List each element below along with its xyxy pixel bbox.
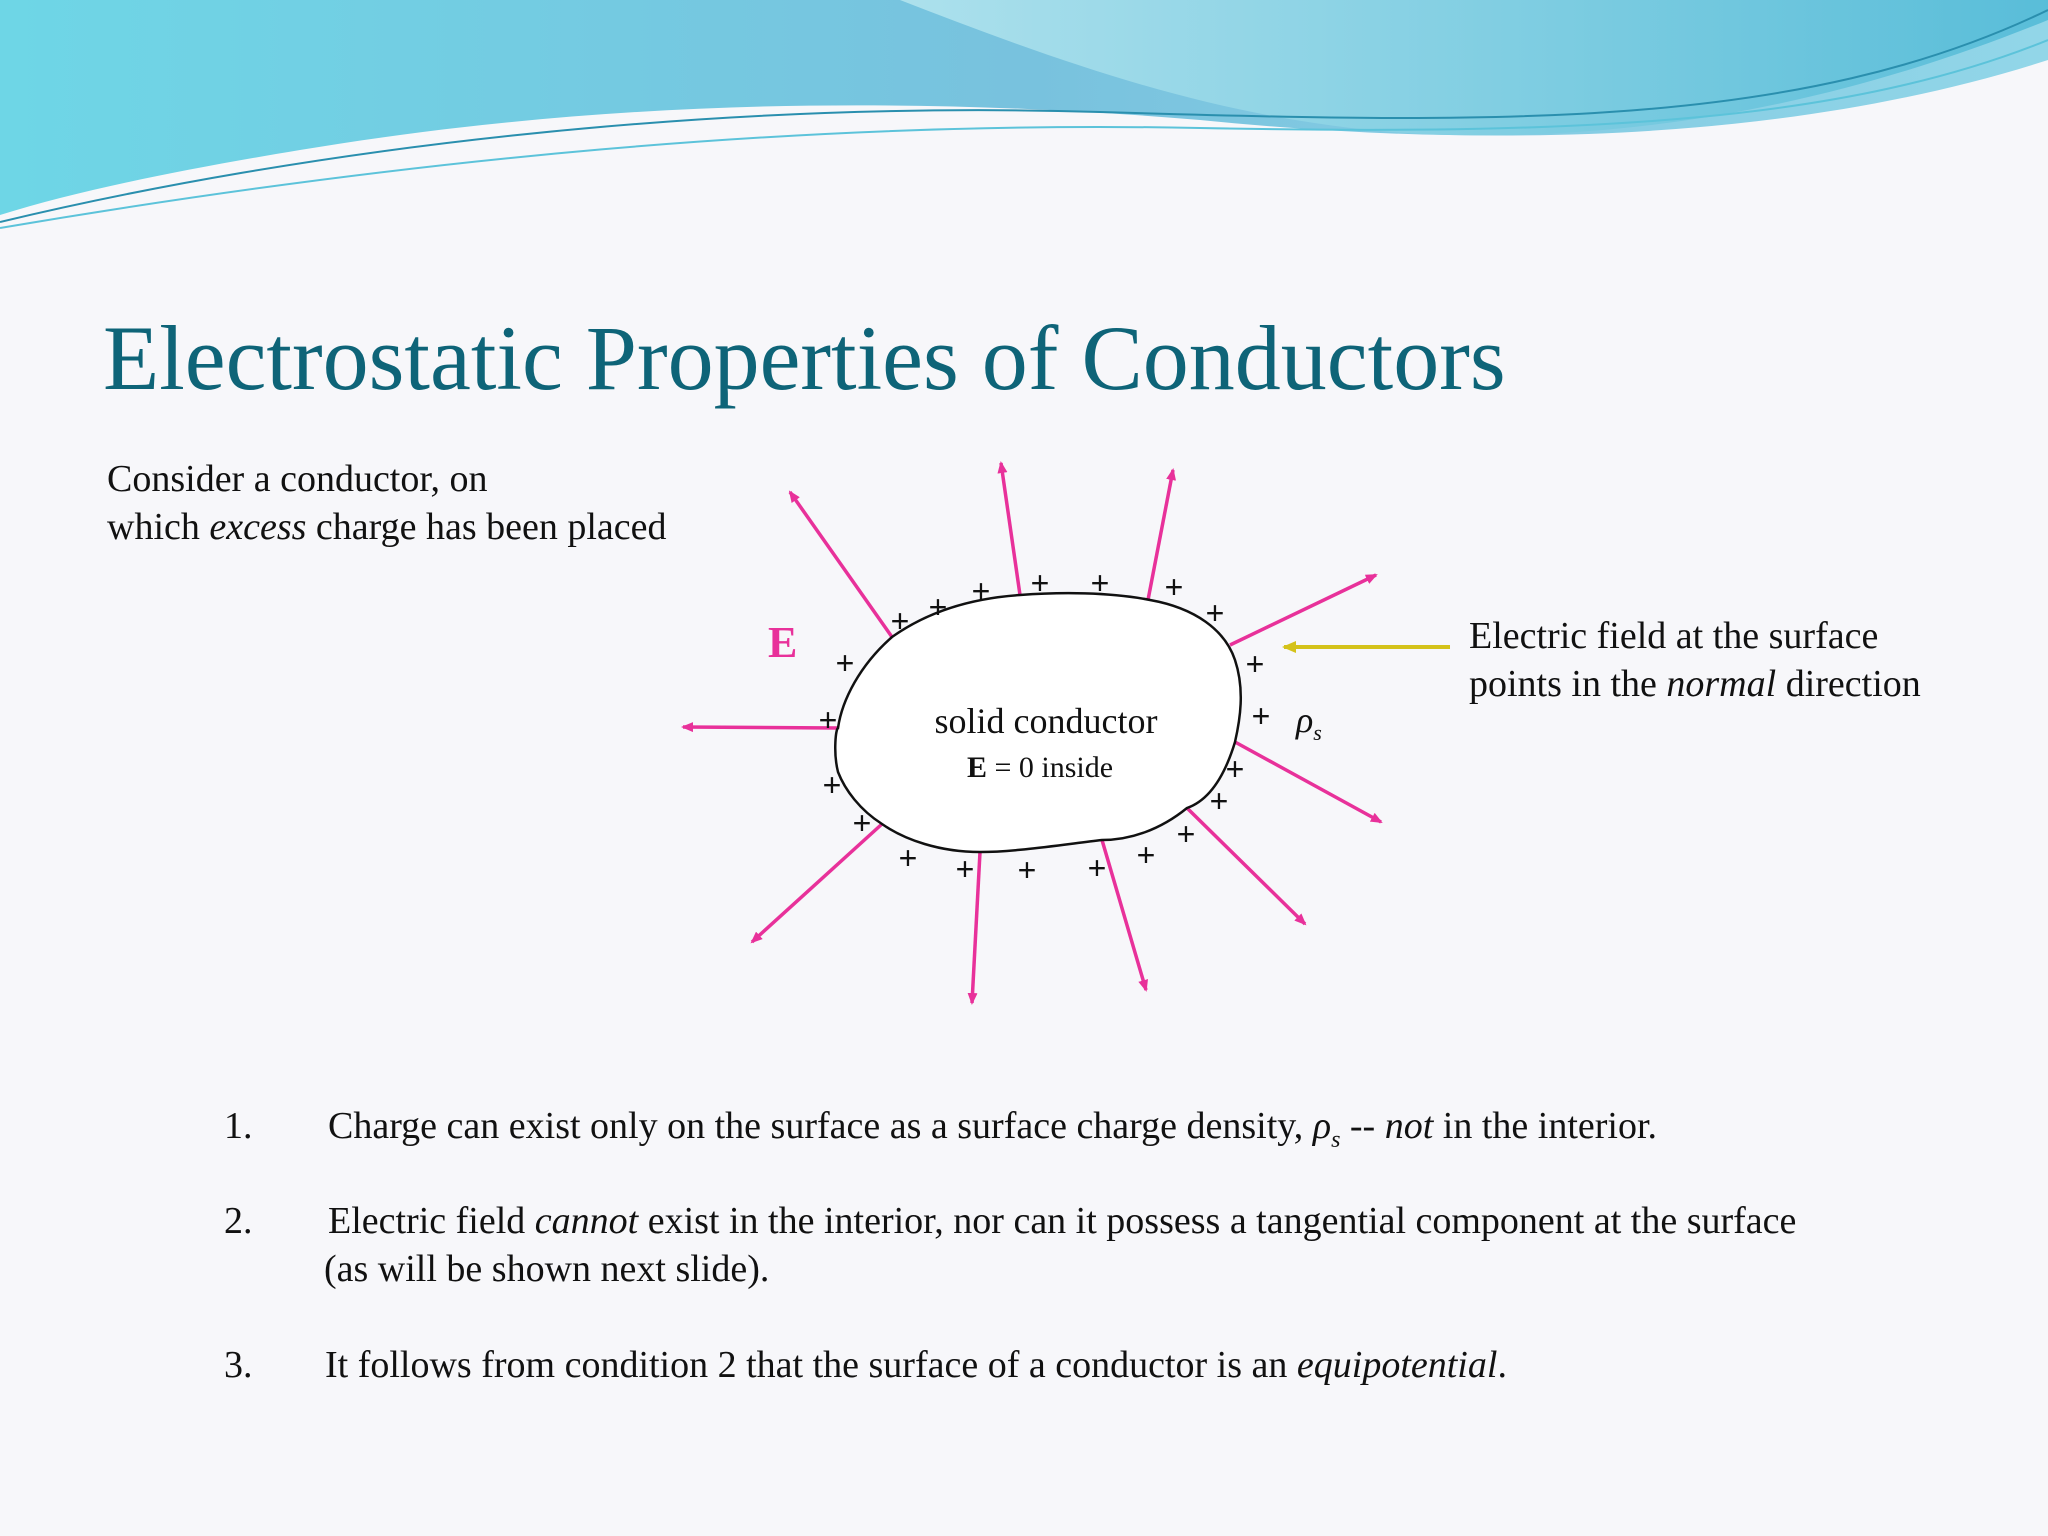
conductor-label: solid conductor	[934, 701, 1158, 741]
rho-symbol: ρ	[1312, 1105, 1332, 1147]
plus-charge: +	[1030, 565, 1050, 601]
slide-title: Electrostatic Properties of Conductors	[103, 307, 1506, 409]
field-label-E: E	[768, 618, 798, 667]
plus-charge: +	[1017, 852, 1037, 888]
field-arrow	[790, 492, 892, 637]
list-item-text	[328, 1197, 1796, 1245]
note-line-1: Electric field at the surface	[1469, 615, 1879, 657]
item-2-emphasis: cannot	[534, 1200, 639, 1242]
list-item-text	[328, 1102, 1657, 1155]
inside-field-E: E	[966, 751, 987, 784]
plus-charge: +	[1164, 569, 1184, 605]
plus-charge: +	[1136, 837, 1156, 873]
field-arrow	[1187, 808, 1305, 924]
list-item-number: 2.	[224, 1200, 253, 1242]
plus-charge: +	[818, 702, 838, 738]
field-arrow	[1235, 742, 1381, 822]
plus-charge: +	[1087, 850, 1107, 886]
intro-line-2-post: charge has been placed	[306, 506, 667, 548]
plus-charge: +	[1209, 783, 1229, 819]
item-2-post: exist in the interior, nor can it possess a tangential component at the surface	[638, 1200, 1797, 1242]
field-arrow	[1001, 463, 1020, 595]
rho-subscript: s	[1331, 1127, 1341, 1153]
field-arrow	[752, 824, 882, 942]
list-item-text-line-2: (as will be shown next slide).	[324, 1248, 770, 1290]
note-line-2-emphasis: normal	[1666, 663, 1777, 705]
intro-line-2-emphasis: excess	[209, 506, 307, 548]
item-1-emphasis: not	[1384, 1105, 1434, 1147]
rho-symbol: ρ	[1296, 700, 1314, 740]
plus-charge: +	[1251, 698, 1271, 734]
plus-charge: +	[852, 805, 872, 841]
plus-charge: +	[1205, 595, 1225, 631]
item-1-mid: --	[1340, 1105, 1385, 1147]
field-arrow	[1230, 575, 1376, 645]
plus-charge: +	[890, 603, 910, 639]
normal-direction-note	[1469, 612, 1921, 708]
item-1-pre: Charge can exist only on the surface as a surface charge density,	[328, 1105, 1313, 1147]
plus-charge: +	[928, 589, 948, 625]
list-item-text	[325, 1341, 1507, 1389]
note-line-2	[1469, 660, 1921, 708]
plus-charge: +	[835, 645, 855, 681]
plus-charge: +	[898, 840, 918, 876]
item-3-emphasis: equipotential	[1296, 1344, 1498, 1386]
note-line-2-pre: points in the	[1469, 663, 1667, 705]
intro-line-2-pre: which	[107, 506, 210, 548]
plus-charge: +	[1090, 565, 1110, 601]
plus-charge: +	[822, 767, 842, 803]
inside-field-rest: = 0 inside	[986, 751, 1114, 784]
plus-charge: +	[1245, 646, 1265, 682]
item-1-post: in the interior.	[1433, 1105, 1658, 1147]
plus-charge: +	[955, 851, 975, 887]
field-arrow	[683, 727, 838, 728]
plus-charge: +	[1176, 816, 1196, 852]
surface-charge-density-label	[1295, 700, 1322, 745]
note-line-2-post: direction	[1776, 663, 1921, 705]
inside-field-label	[967, 751, 1113, 784]
rho-subscript: s	[1313, 720, 1322, 745]
plus-charge: +	[1225, 751, 1245, 787]
item-3-pre: It follows from condition 2 that the surface of a conductor is an	[325, 1344, 1297, 1386]
intro-line-1: Consider a conductor, on	[107, 458, 488, 500]
list-item-number: 3.	[224, 1344, 253, 1386]
item-2-pre: Electric field	[328, 1200, 535, 1242]
item-3-post: .	[1497, 1344, 1507, 1386]
plus-charge: +	[971, 573, 991, 609]
list-item-number: 1.	[224, 1105, 253, 1147]
